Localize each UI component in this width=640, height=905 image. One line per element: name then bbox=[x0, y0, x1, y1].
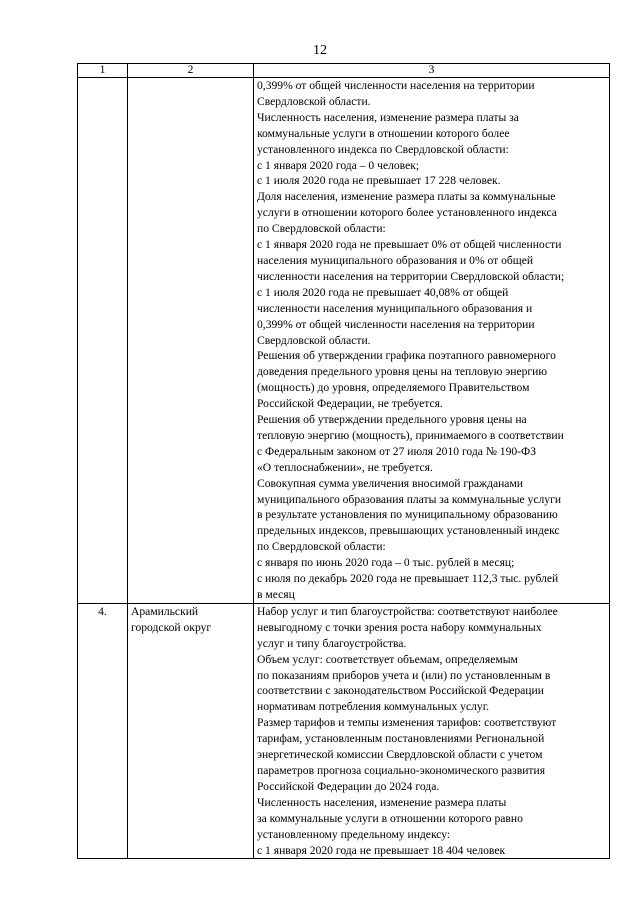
text-line: с 1 июля 2020 года не превышает 40,08% от общей bbox=[257, 285, 509, 299]
text-line: коммунальные услуги в отношении которого более bbox=[257, 126, 510, 140]
text-line: тепловую энергию (мощность), принимаемого в соответствии bbox=[257, 428, 564, 442]
text-line: Численность населения, изменение размера платы bbox=[257, 795, 507, 809]
header-col-2: 2 bbox=[128, 64, 254, 78]
header-col-1: 1 bbox=[78, 64, 128, 78]
text-line: (мощность) до уровня, определяемого Правительством bbox=[257, 381, 530, 395]
text-line: муниципального образования платы за коммунальные услуги bbox=[257, 492, 562, 506]
text-line: параметров прогноза социально-экономического развития bbox=[257, 763, 546, 777]
text-line: соответствии с законодательством Российской Федерации bbox=[257, 684, 544, 698]
text-line: доведения предельного уровня цены на тепловую энергию bbox=[257, 365, 548, 379]
text-line: по Свердловской области: bbox=[257, 222, 386, 236]
text-line: нормативам потребления коммунальных услуг. bbox=[257, 700, 490, 714]
text-line: по Свердловской области: bbox=[257, 540, 386, 554]
text-line: «О теплоснабжении», не требуется. bbox=[257, 460, 433, 474]
table-row-4 bbox=[78, 603, 610, 859]
text-line: установленному предельному индексу: bbox=[257, 827, 451, 841]
table-header-row bbox=[78, 64, 610, 78]
text-line: Свердловской области. bbox=[257, 333, 371, 347]
text-line: предельных индексов, превышающих установленный индекс bbox=[257, 524, 560, 538]
text-line: с января по июнь 2020 года – 0 тыс. рублей в месяц; bbox=[257, 556, 515, 570]
text-line: невыгодному с точки зрения роста набору коммунальных bbox=[257, 620, 542, 634]
text-line: Российской Федерации до 2024 года. bbox=[257, 779, 440, 793]
text-line: энергетической комиссии Свердловской области с учетом bbox=[257, 748, 543, 762]
header-col-3: 3 bbox=[254, 64, 610, 78]
municipality-cell bbox=[128, 603, 254, 859]
text-line: численности населения на территории Свердловской области; bbox=[257, 269, 565, 283]
text-line: Свердловской области. bbox=[257, 94, 371, 108]
text-line: численности населения муниципального образования и bbox=[257, 301, 533, 315]
text-line: Решения об утверждении предельного уровня цены на bbox=[257, 413, 527, 427]
text-line: установленного индекса по Свердловской области: bbox=[257, 142, 509, 156]
text-line: 0,399% от общей численности населения на территории bbox=[257, 79, 535, 92]
text-line: 0,399% от общей численности населения на территории bbox=[257, 317, 535, 331]
text-line: услуг и типу благоустройства. bbox=[257, 636, 407, 650]
text-line: Численность населения, изменение размера платы за bbox=[257, 110, 519, 124]
text-line: тарифам, установленным постановлениями Региональной bbox=[257, 732, 545, 746]
description-cell bbox=[254, 78, 610, 604]
text-line: Набор услуг и тип благоустройства: соответствуют наиболее bbox=[257, 604, 558, 618]
page-number: 12 bbox=[313, 43, 327, 58]
text-line: услуги в отношении которого более установленного индекса bbox=[257, 206, 557, 220]
text-line: Размер тарифов и темпы изменения тарифов: соответствуют bbox=[257, 716, 557, 730]
text-line: Доля населения, изменение размера платы за коммунальные bbox=[257, 190, 556, 204]
text-line: населения муниципального образования и 0% от общей bbox=[257, 253, 534, 267]
description-cell bbox=[254, 603, 610, 859]
text-line: с 1 июля 2020 года не превышает 17 228 человек. bbox=[257, 174, 501, 188]
text-line: за коммунальные услуги в отношении которого равно bbox=[257, 811, 523, 825]
text-line: с 1 января 2020 года не превышает 18 404 человек bbox=[257, 843, 506, 857]
municipality-cell bbox=[128, 78, 254, 604]
municipality-name: Арамильский городской округ bbox=[131, 604, 212, 634]
text-line: с Федеральным законом от 27 июля 2010 года № 190-ФЗ bbox=[257, 444, 537, 458]
text-line: с июля по декабрь 2020 года не превышает 112,3 тыс. рублей bbox=[257, 572, 559, 586]
text-line: Решения об утверждении графика поэтапного равномерного bbox=[257, 349, 556, 363]
text-line: в месяц bbox=[257, 588, 295, 601]
data-table bbox=[77, 63, 610, 859]
text-line: Российской Федерации, не требуется. bbox=[257, 397, 443, 411]
text-line: в результате установления по муниципальному образованию bbox=[257, 508, 558, 522]
text-line: с 1 января 2020 года не превышает 0% от общей численности bbox=[257, 238, 562, 252]
text-line: с 1 января 2020 года – 0 человек; bbox=[257, 158, 420, 172]
row-number-cell bbox=[78, 78, 128, 604]
text-line: по показаниям приборов учета и (или) по установленным в bbox=[257, 668, 551, 682]
text-line: Объем услуг: соответствует объемам, определяемым bbox=[257, 652, 518, 666]
row-number-cell: 4. bbox=[78, 603, 128, 859]
table-row-continued bbox=[78, 78, 610, 604]
text-line: Совокупная сумма увеличения вносимой гражданами bbox=[257, 476, 523, 490]
